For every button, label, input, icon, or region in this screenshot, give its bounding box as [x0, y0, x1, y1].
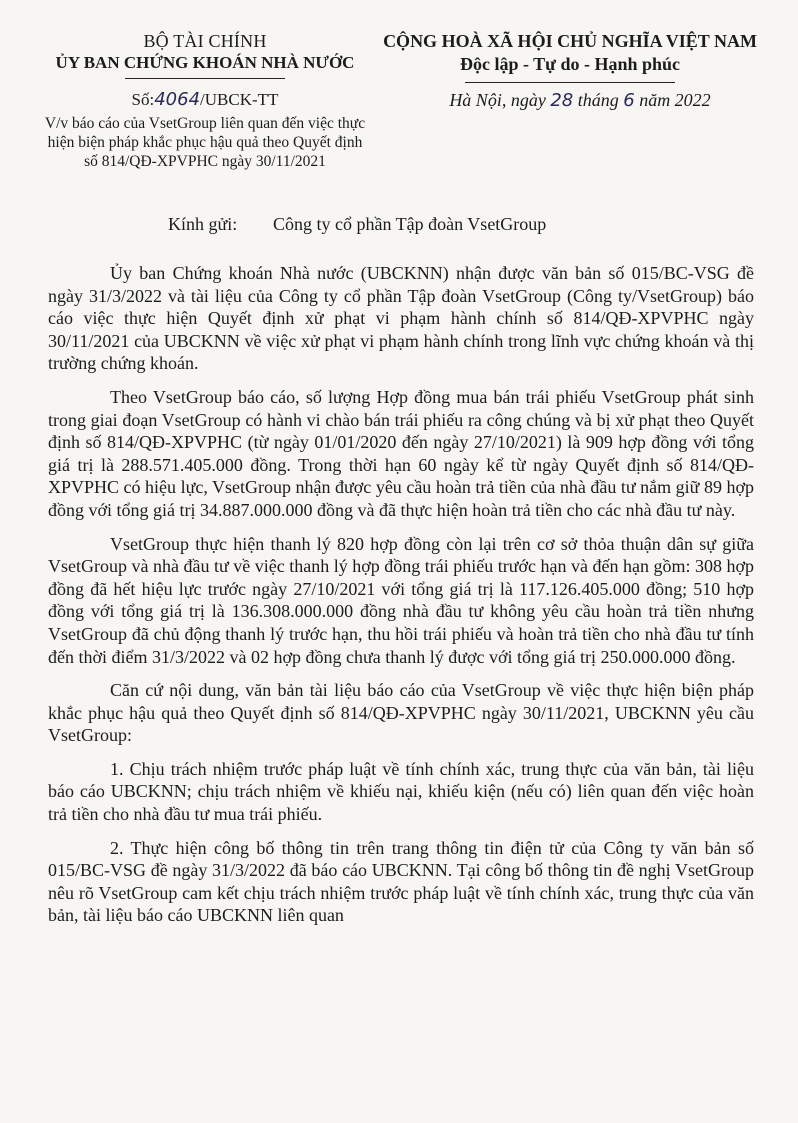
day-handwritten: 28 — [550, 90, 574, 111]
recipient-label: Kính gửi: — [168, 214, 238, 234]
month-label: tháng — [577, 90, 619, 110]
paragraph-report: Theo VsetGroup báo cáo, số lượng Hợp đồng mua bán trái phiếu VsetGroup phát sinh trong giai đoạn VsetGroup có hành vi chào bán trái phiếu ra công chúng và bị xử phạt theo Quyết định số 814/QĐ-XPVPHC (từ ngày 01/01/2020 đến ngày 27/10/2021) là 909 hợp đồng với tổng giá trị là 288.571.405.000 đồng. Trong thời hạn 60 ngày kể từ ngày Quyết định số 814/QĐ-XPVPHC có hiệu lực, VsetGroup nhận được yêu cầu hoàn trả tiền của nhà đầu tư nắm giữ 89 hợp đồng với tổng giá trị 34.887.000.000 đồng và đã thực hiện hoàn trả tiền cho các nhà đầu tư này. — [48, 386, 754, 520]
year: năm 2022 — [639, 90, 711, 110]
ministry-name: BỘ TÀI CHÍNH — [143, 31, 267, 51]
place-date — [380, 88, 780, 113]
month-handwritten: 6 — [623, 90, 635, 111]
requirement-1: 1. Chịu trách nhiệm trước pháp luật về tính chính xác, trung thực của văn bản, tài liệu báo cáo UBCKNN; chịu trách nhiệm về khiếu nại, khiếu kiện (nếu có) liên quan đến việc hoàn trả tiền cho nhà đầu tư mua trái phiếu. — [48, 758, 754, 825]
recipient-name: Công ty cổ phần Tập đoàn VsetGroup — [273, 214, 547, 234]
number-handwritten: 4064 — [154, 89, 201, 110]
paragraph-basis: Căn cứ nội dung, văn bản tài liệu báo cáo của VsetGroup về việc thực hiện biện pháp khắc phục hậu quả theo Quyết định số 814/QĐ-XPVPHC ngày 30/11/2021, UBCKNN yêu cầu VsetGroup: — [48, 680, 754, 746]
document-body — [48, 262, 754, 938]
number-suffix: /UBCK-TT — [200, 90, 279, 109]
paragraph-intro: Ủy ban Chứng khoán Nhà nước (UBCKNN) nhận được văn bản số 015/BC-VSG đề ngày 31/3/2022 và tài liệu của Công ty cổ phần Tập đoàn VsetGroup (Công ty/VsetGroup) báo cáo việc thực hiện Quyết định xử phạt vi phạm hành chính số 814/QĐ-XPVPHC ngày 30/11/2021 của UBCKNN về việc xử phạt vi phạm hành chính trong lĩnh vực chứng khoán và thị trường chứng khoán. — [48, 263, 754, 374]
document-number — [40, 88, 370, 112]
national-motto: Độc lập - Tự do - Hạnh phúc — [459, 54, 681, 74]
national-heading — [370, 30, 770, 76]
issuer-block — [40, 30, 370, 74]
issuer-underline — [125, 78, 285, 79]
paragraph-liquidation: VsetGroup thực hiện thanh lý 820 hợp đồng còn lại trên cơ sở thỏa thuận dân sự giữa VsetGroup và nhà đầu tư về việc thanh lý hợp đồng trái phiếu trước hạn và đến hạn gồm: 308 hợp đồng đã hết hiệu lực trước ngày 27/10/2021 với tổng giá trị là 117.126.405.000 đồng; 510 hợp đồng với tổng giá trị là 136.308.000.000 đồng nhà đầu tư không yêu cầu hoàn trả tiền nhưng VsetGroup đã chủ động thanh lý trước hạn, thu hồi trái phiếu và hoàn trả tiền cho nhà đầu tư tính đến thời điểm 31/3/2022 và 02 hợp đồng chưa thanh lý được với tổng giá trị 250.000.000 đồng. — [48, 533, 754, 667]
place: Hà Nội, ngày — [449, 90, 546, 110]
requirement-2: 2. Thực hiện công bố thông tin trên trang thông tin điện tử của Công ty văn bản số 015/BC-VSG đề ngày 31/3/2022 đã báo cáo UBCKNN. Tại công bố thông tin đề nghị VsetGroup nêu rõ VsetGroup cam kết chịu trách nhiệm trước pháp luật về tính chính xác, trung thực của văn bản, tài liệu báo cáo UBCKNN liên quan — [48, 837, 754, 926]
number-prefix: Số: — [131, 90, 155, 109]
recipient-line — [168, 212, 546, 236]
motto-underline — [465, 82, 675, 83]
republic-name: CỘNG HOÀ XÃ HỘI CHỦ NGHĨA VIỆT NAM — [383, 31, 757, 51]
document-subject: V/v báo cáo của VsetGroup liên quan đến việc thực hiện biện pháp khắc phục hậu quả theo Quyết định số 814/QĐ-XPVPHC ngày 30/11/2021 — [44, 115, 366, 170]
committee-name: ỦY BAN CHỨNG KHOÁN NHÀ NƯỚC — [55, 53, 355, 72]
